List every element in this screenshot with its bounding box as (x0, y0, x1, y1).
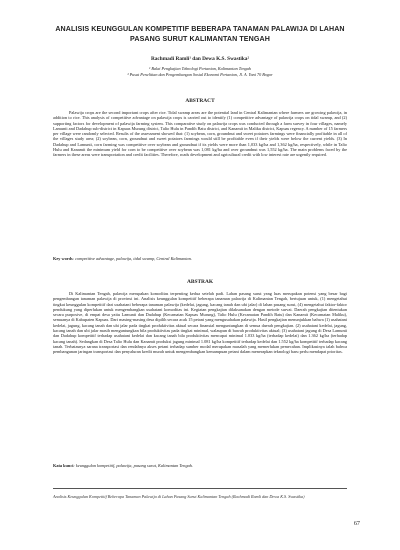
keywords-line (53, 256, 347, 261)
abstract-body (53, 110, 347, 158)
kata-kunci-line (53, 463, 347, 468)
page-number: 67 (353, 520, 360, 527)
abstrak-paragraph: Di Kalimantan Tengah, palawija merupakan komoditas terpenting kedua setelah padi. Lahan pasang surut yang luas merupakan potensi yang besar bagi pengembangan tanaman palawija di provinsi ini. Analisis keunggulan kompetitif beberapa tanaman palawija di Kalimantan Tengah, bertujuan untuk, (1) mengetahui tingkat keunggulan kompetitif dari usahatani beberapa tanaman palawija (kedelai, jagung, kacang tanah dan ubi jalar) di lahan pasang surut, (4) mengetahui faktor-faktor pendukung yang diperlukan untuk mengembangkan usahatani komoditas ini. Kegiatan pengkajian dilaksanakan dengan metode survai. Daerah pengkajian ditentukan secara purposive, di empat desa yaitu Lamunti dan Dadahup (Kecamatan Kapuas Murung), Talio Hulu (Kecamatan Pandih Batu) dan Kanamit (Kecamatan Maliku), semuanya di Kabupaten Kapuas. Dari masing-masing desa dipilih secara acak 15 petani yang mengusahakan palawija. Hasil pengkajian menunjukkan bahwa (1) usahatani kedelai, jagung, kacang tanah dan ubi jalar pada tingkat produktivitas aktual secara finansial menguntungkan di semua daerah pengkajian. (2) usahatani kedelai, jagung, kacang tanah dan ubi jalar masih menguntungkan bila produktivitas pada tingkat minimal, walaupun di bawah produktivitas aktual; (3) usahatani jagung di Desa Lamunti dan Dadahup kompetitif terhadap usahatani kedelai dan kacang tanah bila produktivitas mencapai minimal 1.033 kg/ha (terhadap kedelai) dan 1.362 kg/ha (terhadap kacang tanah). Sedangkan di Desa Talio Hulu dan Kanamit produksi jagung minimal 1.081 kg/ha kompetitif terhadap kedelai dan 1.552 kg/ha kompetitif terhadap kacang tanah. Terbatasnya sarana transportasi dan rendahnya akses petani terhadap sumber modal merupakan masalah yang memerlukan pemecahan. Implikasinya ialah bahwa pembangunan jaringan transportasi dan penyaluran kredit murah untuk mengembangkan kemampuan petani dalam menerapkan teknologi baru perlu mendapat prioritas. (53, 291, 348, 355)
affiliation-1: ¹ Balai Pengkajian Teknologi Pertanian, Kalimantan Tengah (149, 66, 251, 71)
keywords-label: Key words (53, 256, 73, 261)
kata-kunci-label: Kata kunci (53, 463, 74, 468)
author-affiliations (40, 66, 360, 77)
paper-title: ANALISIS KEUNGGULAN KOMPETITIF BEBERAPA TANAMAN PALAWIJA DI LAHAN PASANG SURUT KALIMANTAN TENGAH (55, 25, 345, 43)
abstract-paragraph: Palawija crops are the second important crops after rice. Tidal swamp areas are the potential land in Central Kalimantan where farmers are growing palawija, in addition to rice. This analysis of competitive advantage on palawija crops is carried out to identify (1) competitive advantage of palawija crops on tidal swamp, and (2) supporting factors for development of palawija farming system. This comparative study on palawija crops was conducted through a farm survey in four villages, namely Lamunti and Dadahup sub-district in Kapuas Murung district, Talio Hulu in Pandih Batu district, and Kanamit in Maliku district, Kapuas regency. A number of 15 farmers per village were randomly selected. Results of the assessment showed that: (1) soybean, corn, groundnut and sweet potatoes farmings were financially profitable in all of the villages study area; (2) soybean, corn, groundnut and sweet potatoes farmings would still be profitable even if their yields were below the current yields. (3) In Dadahup and Lamunti, corn farming was competitive over soybean and groundnut if its yields were more than 1,033 kg/ha and 1,362 kg/ha, respectively, while in Talio Hulu and Kanamit the minimum yield for corn to be competitive over soybean was 1,081 kg/ha and over groundnut was 1,552 kg/ha. The main problems faced by the farmers in these areas were transportation and credit facilities. Therefore, roads development and agricultural credit with low interest rate are urgently required. (53, 110, 347, 158)
abstract-heading: ABSTRACT (185, 98, 215, 104)
running-footer: Analisis Keunggulan Kompetitif Beberapa Tanaman Palawija di Lahan Pasang Surut Kalimantan Tengah (Rachmadi Ramli dan Dewa K.S. Swastika) (53, 494, 305, 499)
abstrak-body (53, 291, 347, 355)
kata-kunci-text: : keunggulan kompetitif, palawija, pasang surut, Kalimantan Tengah. (73, 463, 193, 468)
abstrak-heading: ABSTRAK (186, 279, 214, 285)
keywords-text: : competitive advantage, palawija, tidal swamp, Central Kalimantan. (72, 256, 192, 261)
affiliation-2: ² Pusat Penelitian dan Pengembangan Sosial Ekonomi Pertanian, Jl. A. Yani 70 Bogor (127, 71, 273, 77)
paper-authors: Rachmadi Ramli¹ dan Dewa K.S. Swastika² (150, 56, 250, 62)
footer-rule (53, 488, 347, 489)
